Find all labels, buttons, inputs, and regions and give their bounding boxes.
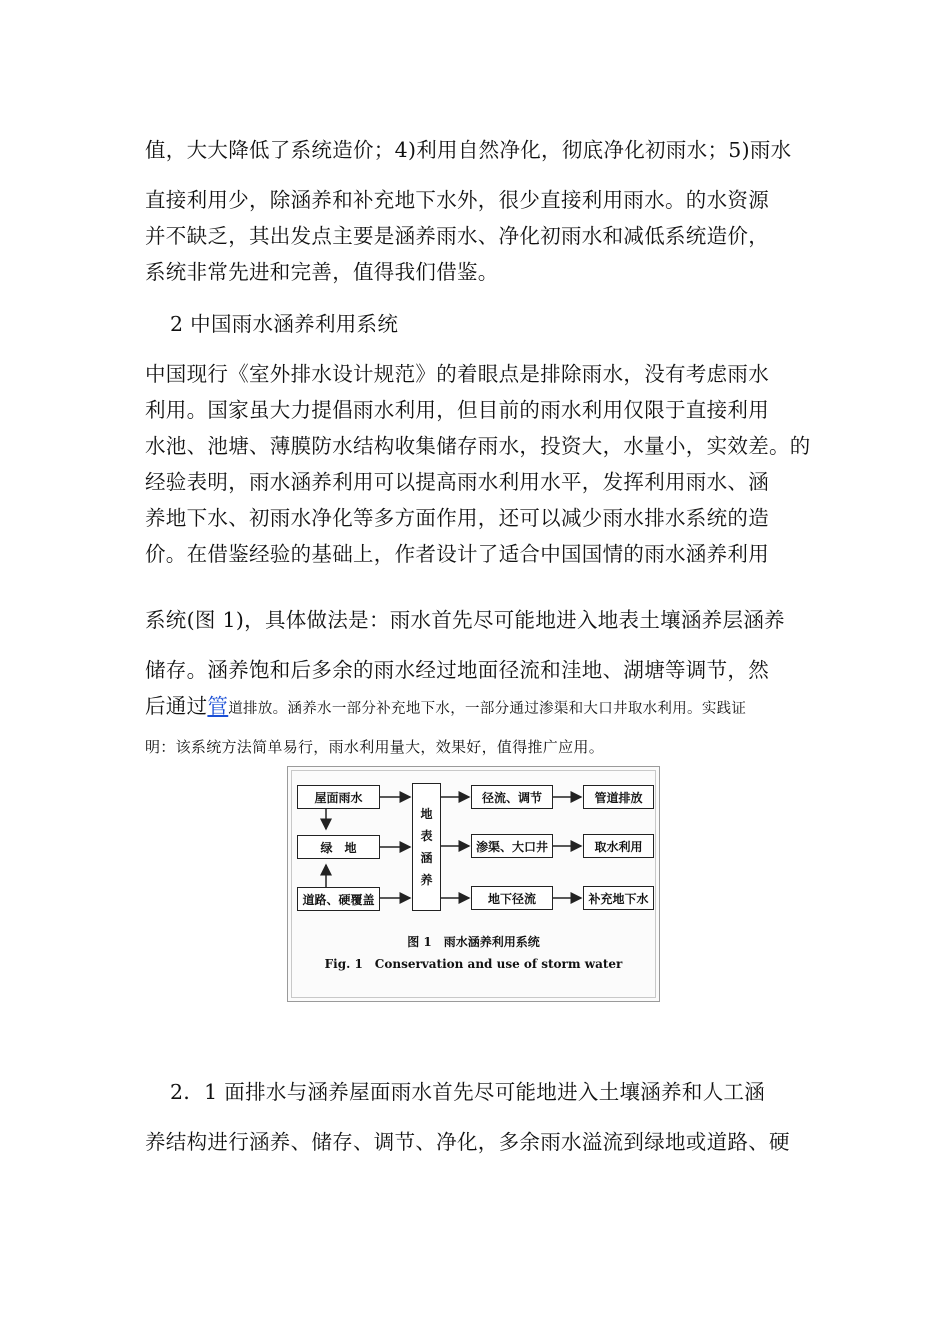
figure-diagram <box>287 766 660 1002</box>
text-line: 值，大大降低了系统造价；4)利用自然净化，彻底净化初雨水；5)雨水 <box>145 138 792 162</box>
text-line: 水池、池塘、薄膜防水结构收集储存雨水，投资大，水量小，实效差。的 <box>145 434 811 458</box>
text-line: 利用。国家虽大力提倡雨水利用，但目前的雨水利用仅限于直接利用 <box>145 398 769 422</box>
pipe-discharge-box: 管道排放 <box>583 785 654 809</box>
text-line: 储存。涵养饱和后多余的雨水经过地面径流和洼地、湖塘等调节，然 <box>145 658 769 682</box>
center-char: 表 <box>420 829 433 843</box>
underground-runoff-box: 地下径流 <box>471 886 553 910</box>
groundwater-recharge-box: 补充地下水 <box>583 886 654 910</box>
text-line: 2．1 面排水与涵养屋面雨水首先尽可能地进入土壤涵养和人工涵 <box>170 1080 766 1104</box>
surface-conservation-box <box>412 783 441 911</box>
green-land-box: 绿 地 <box>297 835 380 859</box>
figure-caption-cn: 图 1 雨水涵养利用系统 <box>407 935 540 949</box>
text-line: 养结构进行涵养、储存、调节、净化，多余雨水溢流到绿地或道路、硬 <box>145 1130 790 1154</box>
text-line: 系统非常先进和完善，值得我们借鉴。 <box>145 260 499 284</box>
center-char: 涵 <box>420 851 433 865</box>
section-heading: 2 中国雨水涵养利用系统 <box>170 312 399 336</box>
center-char: 养 <box>420 873 433 887</box>
text-fragment: 道排放。涵养水一部分补充地下水，一部分通过渗渠和大口井取水利用。实践证 <box>228 701 747 717</box>
text-line: 价。在借鉴经验的基础上，作者设计了适合中国国情的雨水涵养利用 <box>145 542 769 566</box>
text-line: 中国现行《室外排水设计规范》的着眼点是排除雨水，没有考虑雨水 <box>145 362 769 386</box>
text-line <box>145 692 810 723</box>
figure-caption-en: Fig. 1 Conservation and use of storm water <box>324 957 623 971</box>
runoff-regulation-box: 径流、调节 <box>471 785 553 809</box>
text-fragment: 后通过 <box>145 694 208 718</box>
pipe-link[interactable]: 管 <box>207 694 229 718</box>
roof-rain-box: 屋面雨水 <box>297 785 380 809</box>
seepage-well-box: 渗渠、大口井 <box>471 834 553 858</box>
road-hard-cover-box: 道路、硬覆盖 <box>297 887 380 911</box>
text-line: 系统(图 1)，具体做法是：雨水首先尽可能地进入地表土壤涵养层涵养 <box>145 608 785 632</box>
text-line: 经验表明，雨水涵养利用可以提高雨水利用水平，发挥利用雨水、涵 <box>145 470 769 494</box>
text-line: 直接利用少，除涵养和补充地下水外，很少直接利用雨水。的水资源 <box>145 188 769 212</box>
text-line: 并不缺乏，其出发点主要是涵养雨水、净化初雨水和减低系统造价， <box>145 224 769 248</box>
text-line: 明：该系统方法简单易行，雨水利用量大，效果好，值得推广应用。 <box>145 738 605 756</box>
water-use-box: 取水利用 <box>583 834 654 858</box>
text-line: 养地下水、初雨水净化等多方面作用，还可以减少雨水排水系统的造 <box>145 506 769 530</box>
center-char: 地 <box>420 807 433 821</box>
